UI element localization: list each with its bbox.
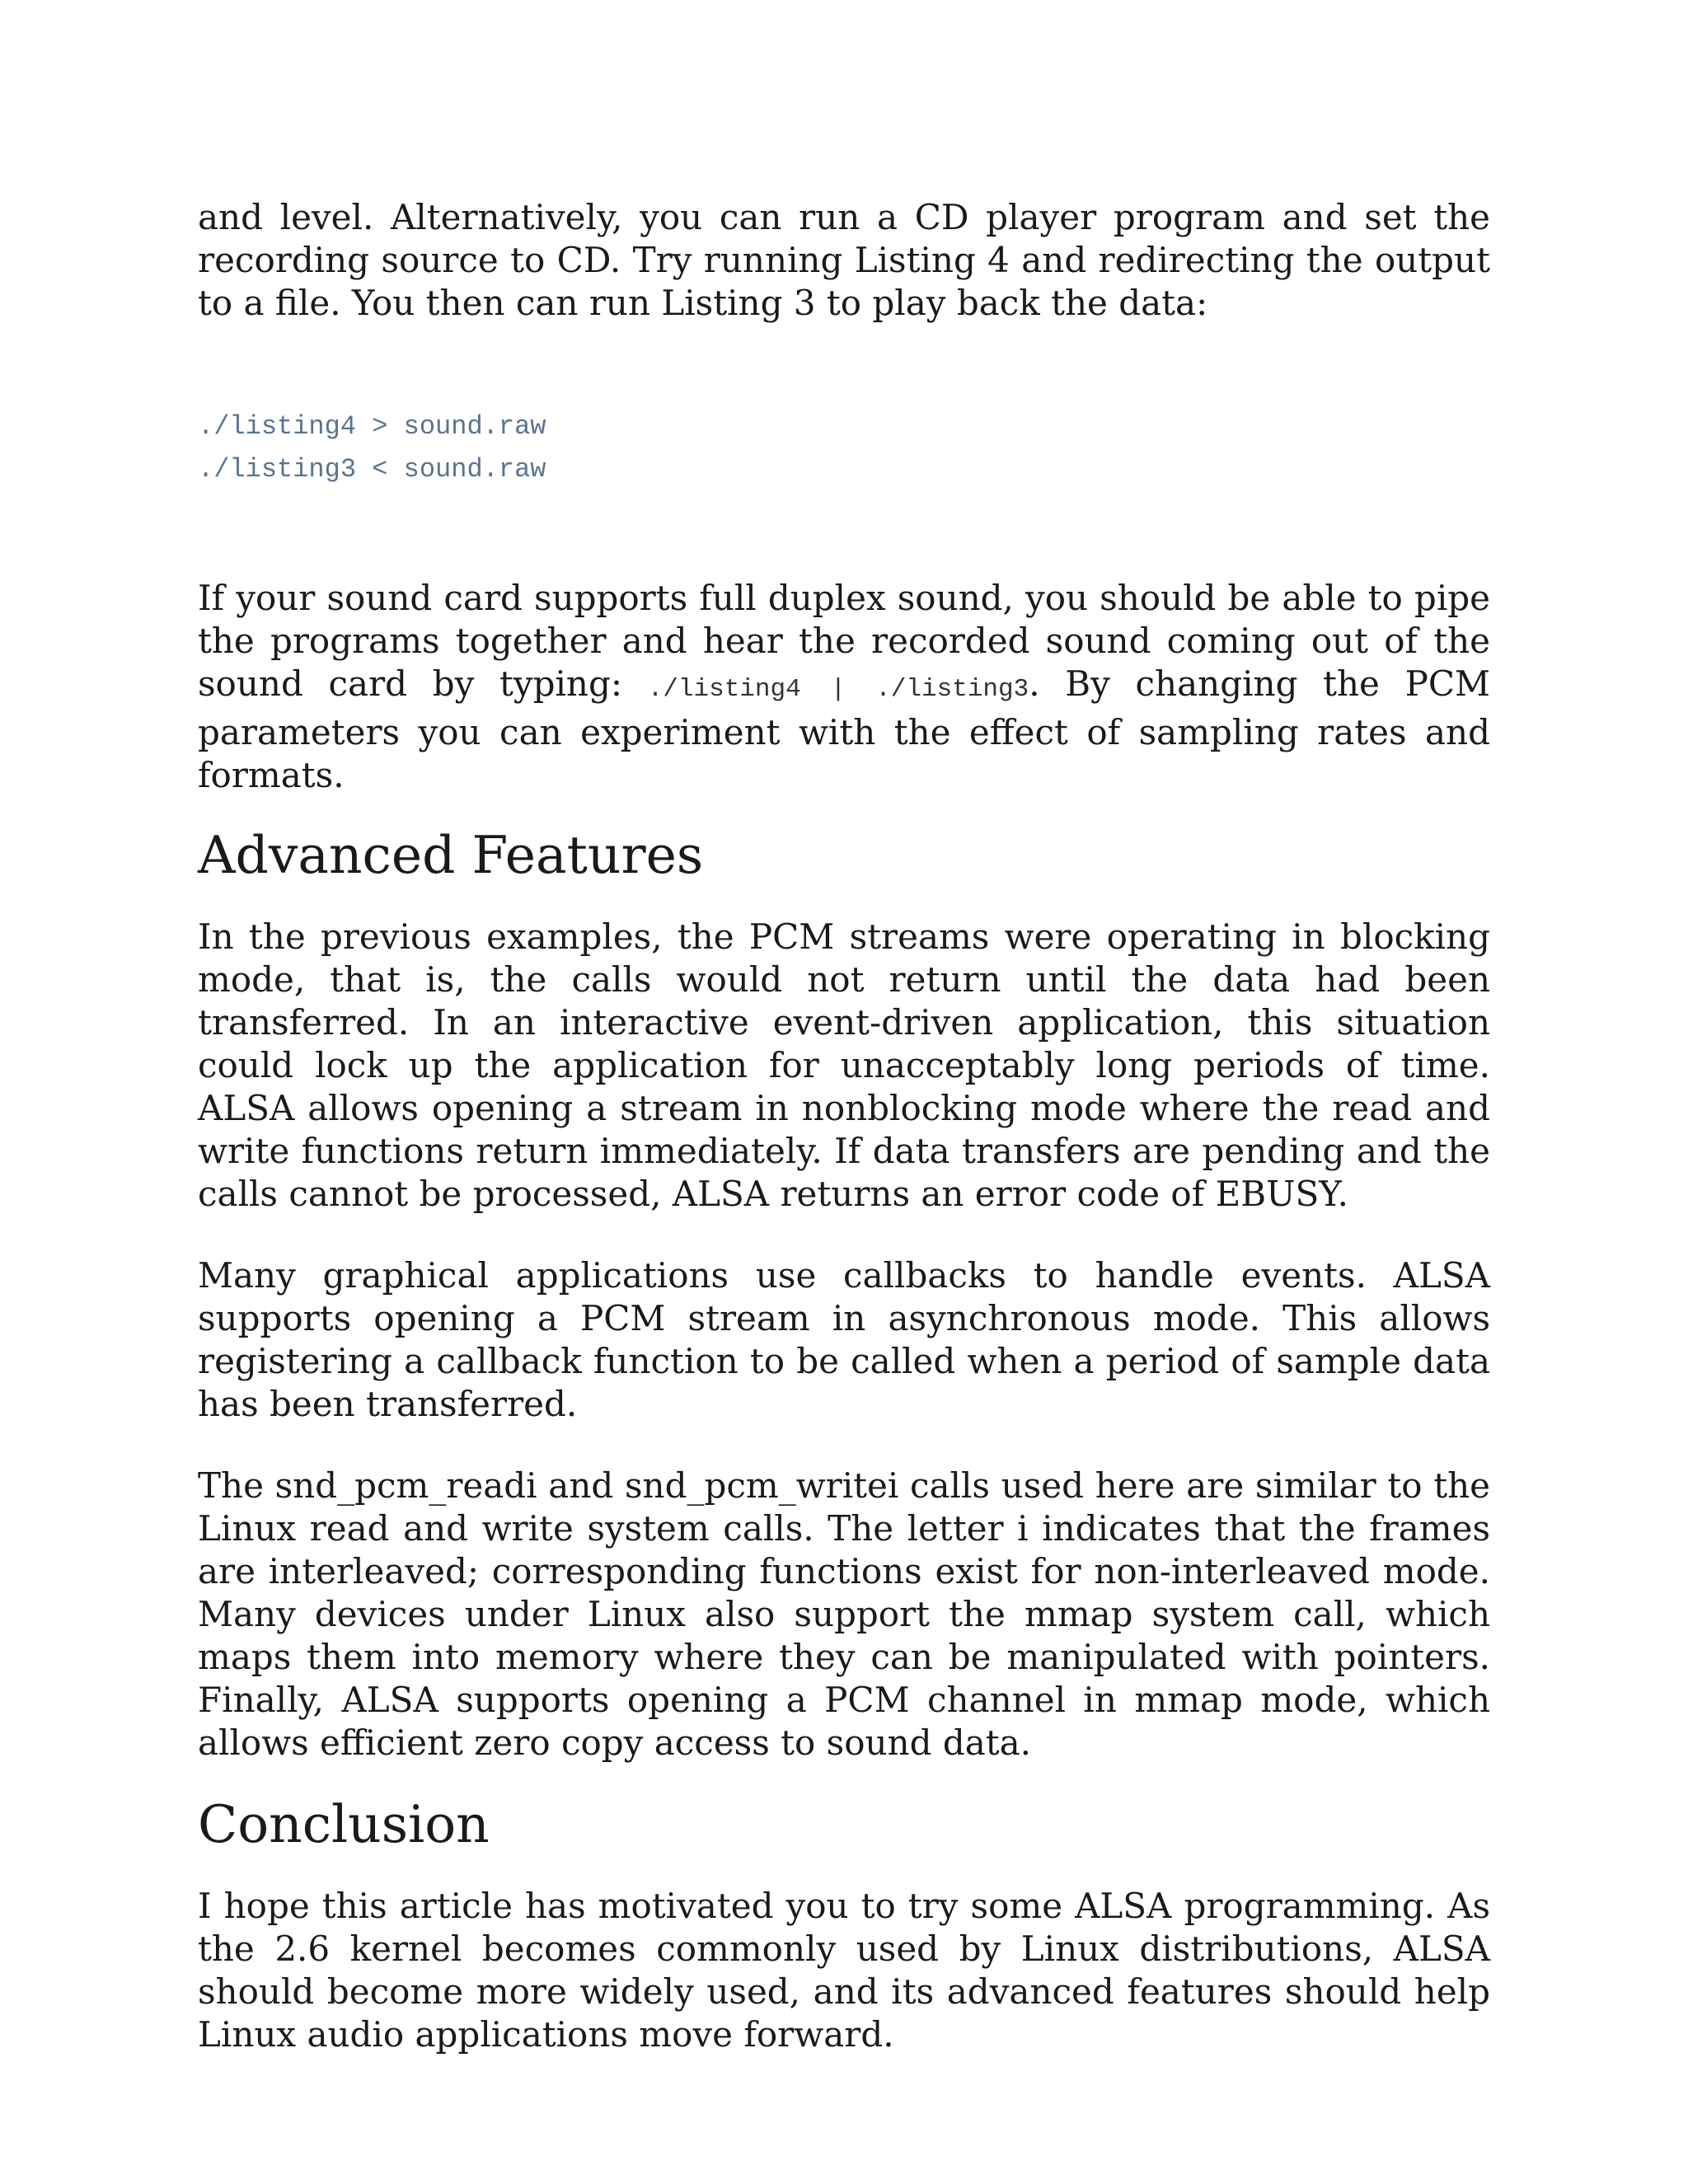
duplex-text-after: . By changing the PCM parameters you can experiment with the effect of sampling rates and formats. bbox=[198, 663, 1490, 795]
advanced-paragraph-2: Many graphical applications use callbacks to handle events. ALSA supports opening a PCM stream in asynchronous mode. This allows registering a callback function to be called when a period of sample data has been transferred. bbox=[198, 1255, 1490, 1424]
spacer bbox=[198, 325, 1490, 405]
code-line-1: ./listing4 > sound.raw bbox=[198, 411, 546, 442]
duplex-paragraph bbox=[198, 577, 1490, 797]
spacer bbox=[198, 1426, 1490, 1465]
code-line-2: ./listing3 < sound.raw bbox=[198, 454, 546, 485]
document-page bbox=[198, 196, 1490, 2056]
heading-advanced-features: Advanced Features bbox=[198, 825, 704, 885]
conclusion-paragraph: I hope this article has motivated you to try some ALSA programming. As the 2.6 kernel becomes commonly used by Linux distributions, ALSA should become more widely used, and its advanced features should help Linux audio applications move forward. bbox=[198, 1886, 1490, 2055]
heading-conclusion: Conclusion bbox=[198, 1794, 490, 1854]
advanced-paragraph-1: In the previous examples, the PCM streams were operating in blocking mode, that is, the calls would not return until the data had been transferred. In an interactive event-driven application, this situation could lock up the application for unacceptably long periods of time. ALSA allows opening a stream in nonblocking mode where the read and write functions return immediately. If data transfers are pending and the calls cannot be processed, ALSA returns an error code of EBUSY. bbox=[198, 916, 1490, 1214]
advanced-paragraph-3: The snd_pcm_readi and snd_pcm_writei calls used here are similar to the Linux read and write system calls. The letter i indicates that the frames are interleaved; corresponding functions exist for non-interleaved mode. Many devices under Linux also support the mmap system call, which maps them into memory where they can be manipulated with pointers. Finally, ALSA supports opening a PCM channel in mmap mode, which allows efficient zero copy access to sound data. bbox=[198, 1465, 1490, 1763]
duplex-text-before: If your sound card supports full duplex sound, you should be able to pipe the programs together and hear the recorded sound coming out of the sound card by typing: bbox=[198, 578, 1490, 704]
spacer bbox=[198, 491, 1490, 577]
intro-paragraph: and level. Alternatively, you can run a CD player program and set the recording source to CD. Try running Listing 4 and redirecting the output to a file. You then can run Listing 3 to play back the data: bbox=[198, 197, 1490, 323]
spacer bbox=[198, 1216, 1490, 1254]
code-block bbox=[198, 405, 1490, 491]
inline-code-pipe: ./listing4 | ./listing3 bbox=[647, 675, 1029, 704]
